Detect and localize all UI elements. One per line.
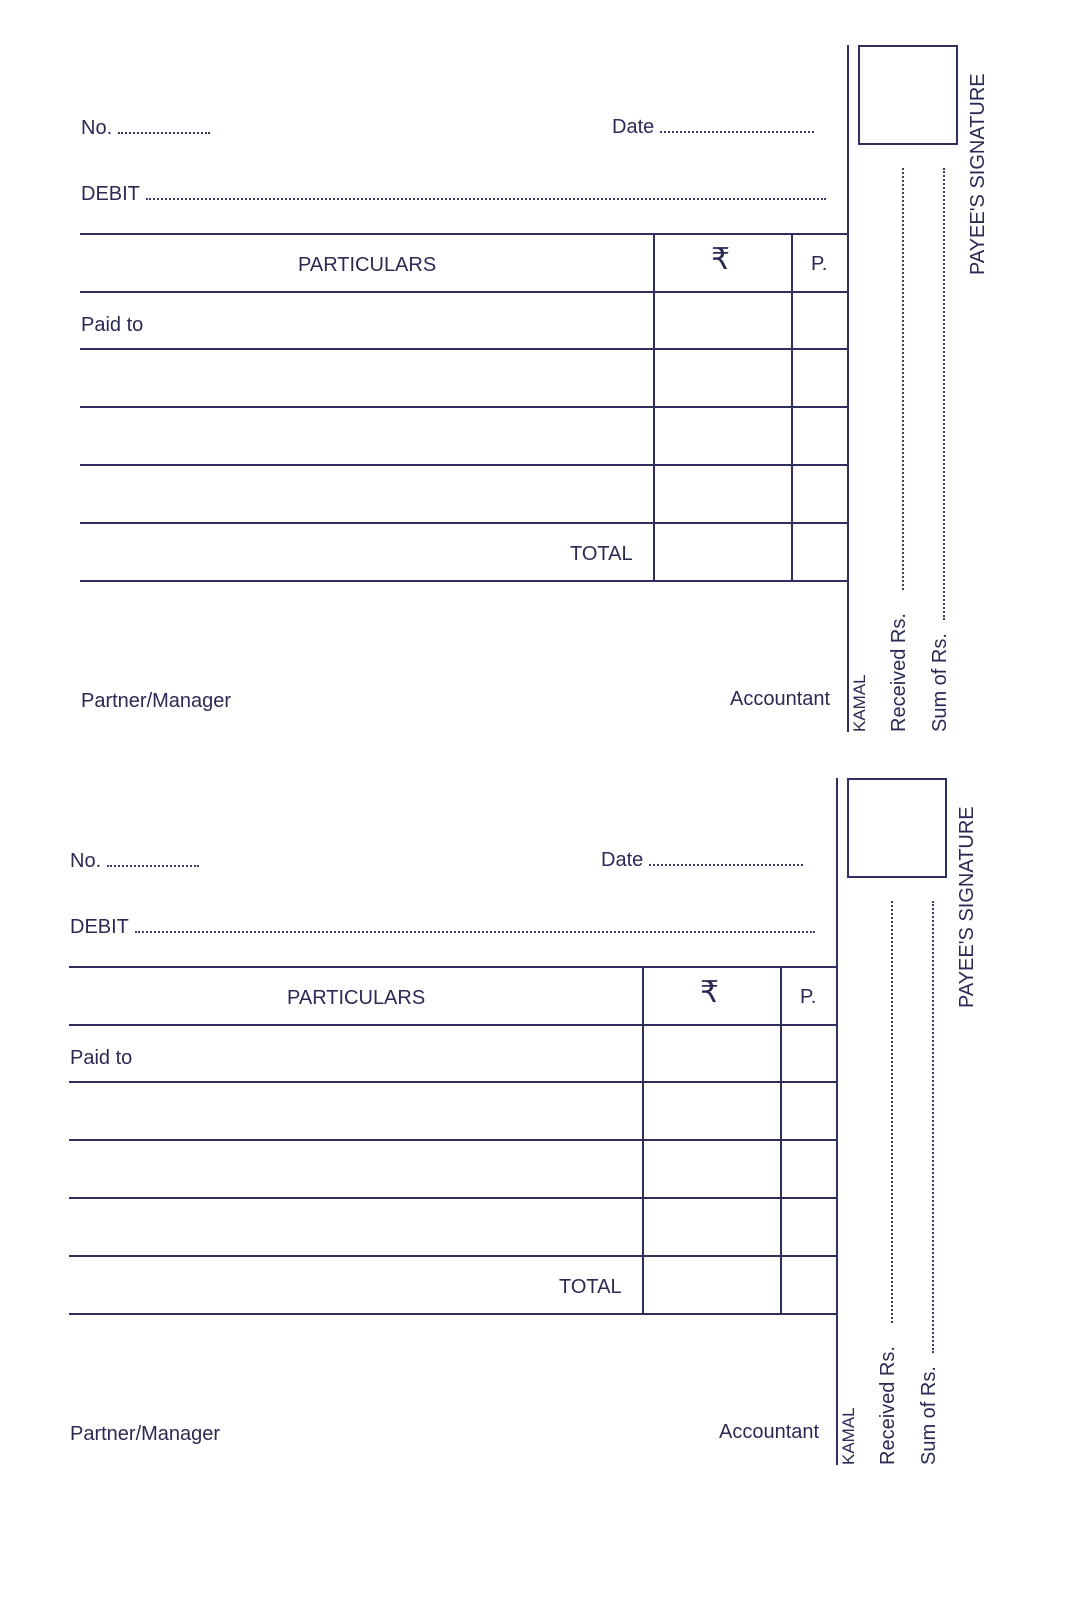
payee-signature-box[interactable] [858, 45, 958, 145]
table-row-rule [80, 348, 848, 350]
accountant-label: Accountant [719, 1421, 820, 1443]
table-row-rule [69, 1197, 837, 1199]
voucher-number-blank[interactable] [118, 131, 210, 134]
date-label: Date [601, 849, 644, 871]
rupee-header: ₹ [711, 242, 731, 277]
received-rs-label: Received Rs. [877, 1346, 899, 1465]
rupee-column-divider [653, 233, 655, 582]
payee-signature-box[interactable] [847, 778, 947, 878]
table-row-rule [69, 1081, 837, 1083]
paise-header: P. [800, 986, 817, 1008]
voucher-number-label: No. [81, 117, 113, 139]
payee-signature-label: PAYEE'S SIGNATURE [967, 73, 989, 275]
paise-header: P. [811, 253, 828, 275]
table-row-rule [80, 406, 848, 408]
table-header-rule [69, 1024, 837, 1026]
table-row-rule [80, 464, 848, 466]
table-top-rule [69, 966, 837, 968]
rupee-column-divider [642, 966, 644, 1315]
received-rs-blank[interactable] [902, 168, 904, 590]
paid-to-label: Paid to [70, 1047, 133, 1069]
table-bottom-rule [69, 1313, 837, 1315]
received-rs-blank[interactable] [891, 901, 893, 1323]
partner-manager-label: Partner/Manager [70, 1423, 221, 1445]
sum-of-rs-label: Sum of Rs. [929, 633, 951, 732]
debit-label: DEBIT [81, 183, 140, 205]
date-label: Date [612, 116, 655, 138]
printer-mark: KAMAL [839, 1407, 858, 1465]
printer-mark: KAMAL [850, 674, 869, 732]
table-row-rule [69, 1139, 837, 1141]
sum-of-rs-blank[interactable] [932, 901, 934, 1353]
particulars-header: PARTICULARS [287, 987, 426, 1009]
counterfoil-divider [836, 778, 838, 1465]
sum-of-rs-blank[interactable] [943, 168, 945, 620]
payee-signature-label: PAYEE'S SIGNATURE [956, 806, 978, 1008]
debit-blank[interactable] [146, 197, 826, 200]
sum-of-rs-label: Sum of Rs. [918, 1366, 940, 1465]
paise-column-divider [780, 966, 782, 1315]
date-field[interactable] [601, 850, 803, 870]
voucher-number-label: No. [70, 850, 102, 872]
date-blank[interactable] [649, 863, 803, 866]
table-row-rule [69, 1255, 837, 1257]
paid-to-label: Paid to [81, 314, 144, 336]
total-label: TOTAL [559, 1276, 622, 1298]
total-label: TOTAL [570, 543, 633, 565]
particulars-header: PARTICULARS [298, 254, 437, 276]
voucher-1 [0, 0, 1089, 760]
paise-column-divider [791, 233, 793, 582]
voucher-number-field[interactable] [70, 851, 199, 871]
table-row-rule [80, 522, 848, 524]
table-header-rule [80, 291, 848, 293]
partner-manager-label: Partner/Manager [81, 690, 232, 712]
accountant-label: Accountant [730, 688, 831, 710]
counterfoil-divider [847, 45, 849, 732]
voucher-2 [0, 733, 1078, 1493]
voucher-number-field[interactable] [81, 118, 210, 138]
debit-field[interactable] [70, 917, 815, 937]
debit-field[interactable] [81, 184, 826, 204]
table-top-rule [80, 233, 848, 235]
debit-blank[interactable] [135, 930, 815, 933]
date-field[interactable] [612, 117, 814, 137]
rupee-header: ₹ [700, 975, 720, 1010]
table-bottom-rule [80, 580, 848, 582]
debit-label: DEBIT [70, 916, 129, 938]
received-rs-label: Received Rs. [888, 613, 910, 732]
voucher-number-blank[interactable] [107, 864, 199, 867]
date-blank[interactable] [660, 130, 814, 133]
